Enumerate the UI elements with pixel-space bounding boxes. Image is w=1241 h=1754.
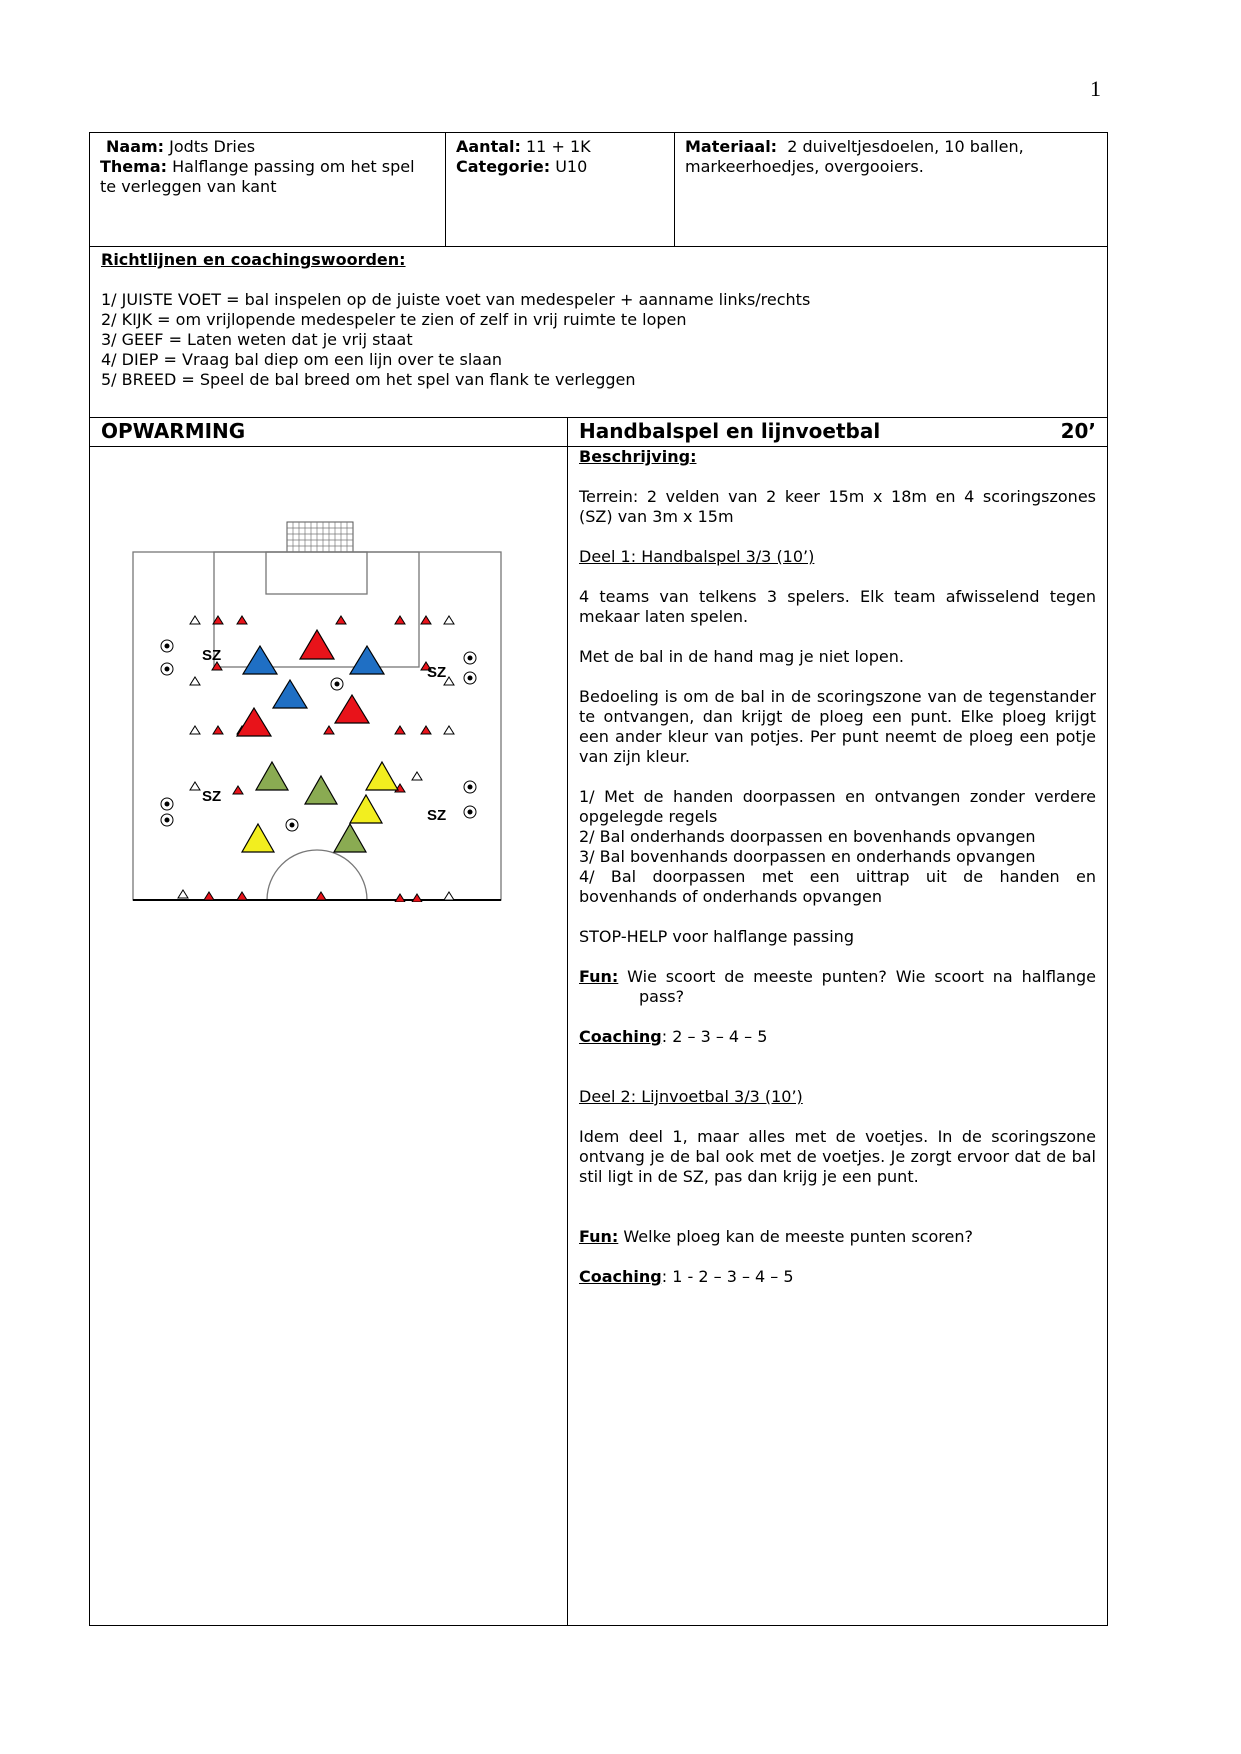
rules-title: Richtlijnen en coachingswoorden: <box>101 250 406 269</box>
thema-label: Thema: <box>100 157 168 176</box>
terrain-text: Terrein: 2 velden van 2 keer 15m x 18m en 4 scoringszones (SZ) van 3m x 15m <box>579 487 1096 526</box>
page-number: 1 <box>1090 76 1101 101</box>
player-yellow <box>366 762 398 790</box>
part1-text: Bedoeling is om de bal in de scoringszone van de tegenstander te ontvangen, dan krijgt de ploeg een punt. Elke ploeg krijgt een ander kleur van potjes. Per punt neemt de ploeg een potje van zijn kleur. <box>579 687 1096 766</box>
coaching2-line: Coaching: 1 - 2 – 3 – 4 – 5 <box>579 1267 794 1286</box>
material-cell <box>675 133 1107 246</box>
part2-title: Deel 2: Lijnvoetbal 3/3 (10’) <box>579 1087 803 1106</box>
name-theme-cell <box>90 133 446 246</box>
player-green <box>305 776 337 804</box>
rule-item: 1/ JUISTE VOET = bal inspelen op de juiste voet van medespeler + aanname links/rechts <box>101 290 811 309</box>
exercise-duration: 20’ <box>1060 419 1096 443</box>
section-left-title: OPWARMING <box>90 418 568 446</box>
rule-item: 2/ KIJK = om vrijlopende medespeler te zien of zelf in vrij ruimte te lopen <box>101 310 687 329</box>
player-blue <box>243 646 277 674</box>
part2-text: Idem deel 1, maar alles met de voetjes. In de scoringszone ontvang je de bal ook met de voetjes. Je zorgt ervoor dat de bal stil ligt in de SZ, pas dan krijg je een punt. <box>579 1127 1096 1186</box>
center-arc <box>267 850 367 900</box>
pitch-diagram <box>132 502 512 902</box>
aantal-label: Aantal: <box>456 137 521 156</box>
categorie-value: U10 <box>555 157 588 176</box>
description-title: Beschrijving: <box>579 447 697 466</box>
stop-help-text: STOP-HELP voor halflange passing <box>579 927 854 946</box>
part1-text: Met de bal in de hand mag je niet lopen. <box>579 647 904 666</box>
rule-item: 3/ GEEF = Laten weten dat je vrij staat <box>101 330 413 349</box>
aantal-value: 11 + 1K <box>526 137 591 156</box>
player-red <box>335 695 369 723</box>
pitch-outline <box>133 552 501 900</box>
rules-list <box>101 290 1096 390</box>
count-category-cell <box>446 133 675 246</box>
player-red <box>300 630 334 659</box>
part1-title: Deel 1: Handbalspel 3/3 (10’) <box>579 547 815 566</box>
header-row <box>90 133 1107 247</box>
exercise-title: Handbalspel en lijnvoetbal <box>579 419 881 443</box>
player-green <box>256 762 288 790</box>
rules-row <box>90 246 1107 418</box>
coaching1-line: Coaching: 2 – 3 – 4 – 5 <box>579 1027 768 1046</box>
training-sheet <box>89 132 1108 1626</box>
list-item: 3/ Bal bovenhands doorpassen en onderhands opvangen <box>579 847 1036 866</box>
fun1-line: Fun: Wie scoort de meeste punten? Wie scoort na halflange pass? <box>579 967 1096 1006</box>
section-header-row <box>90 418 1107 447</box>
part1-list <box>579 787 1096 907</box>
thema-value: Halflange passing om het spel te verleggen van kant <box>100 157 415 196</box>
goal-net-icon <box>287 522 353 552</box>
player-yellow <box>242 824 274 852</box>
zone-label: SZ <box>202 647 222 664</box>
player-green <box>334 824 366 852</box>
zone-label: SZ <box>427 664 447 681</box>
zone-label: SZ <box>427 807 447 824</box>
materiaal-value: 2 duiveltjesdoelen, 10 ballen, markeerhoedjes, overgooiers. <box>685 137 1024 176</box>
player-yellow <box>350 795 382 823</box>
part1-text: 4 teams van telkens 3 spelers. Elk team afwisselend tegen mekaar laten spelen. <box>579 587 1096 626</box>
zone-label: SZ <box>202 788 222 805</box>
naam-value: Jodts Dries <box>169 137 256 156</box>
diagram-cell <box>90 446 568 1625</box>
section-body-row <box>90 446 1107 1625</box>
rule-item: 4/ DIEP = Vraag bal diep om een lijn over te slaan <box>101 350 503 369</box>
materiaal-label: Materiaal: <box>685 137 778 156</box>
fun2-line: Fun: Welke ploeg kan de meeste punten scoren? <box>579 1227 973 1246</box>
list-item: 4/ Bal doorpassen met een uittrap uit de handen en bovenhands of onderhands opvangen <box>579 867 1096 906</box>
list-item: 2/ Bal onderhands doorpassen en bovenhands opvangen <box>579 827 1036 846</box>
player-red <box>237 708 271 736</box>
description-cell <box>568 446 1107 1625</box>
naam-label: Naam: <box>106 137 165 156</box>
player-blue <box>273 680 307 708</box>
categorie-label: Categorie: <box>456 157 551 176</box>
player-blue <box>350 646 384 674</box>
goal-area <box>266 552 367 594</box>
list-item: 1/ Met de handen doorpassen en ontvangen zonder verdere opgelegde regels <box>579 787 1096 826</box>
section-right-header <box>568 418 1107 446</box>
rule-item: 5/ BREED = Speel de bal breed om het spel van flank te verleggen <box>101 370 636 389</box>
